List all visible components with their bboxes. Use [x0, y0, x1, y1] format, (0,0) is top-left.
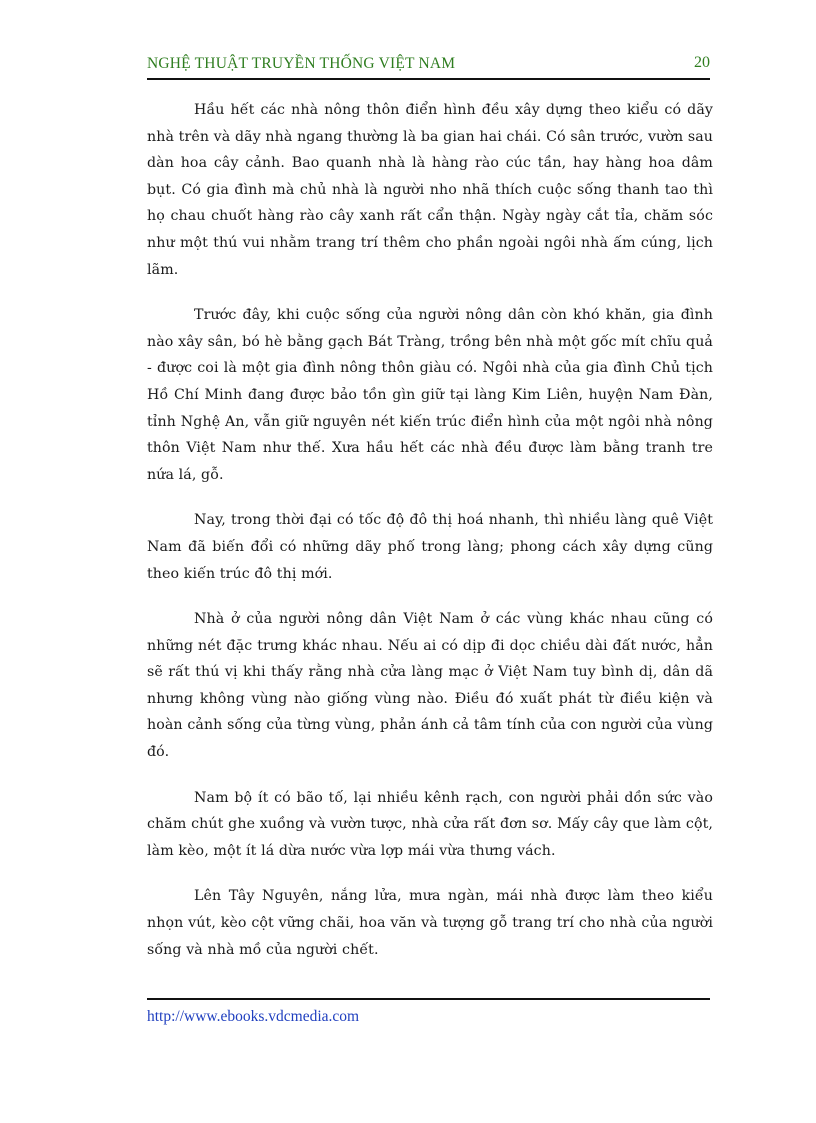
paragraph: Nay, trong thời đại có tốc độ đô thị hoá nhanh, thì nhiều làng quê Việt Nam đã biến đổi có những dãy phố trong làng; phong cách xây dựng cũng theo kiến trúc đô thị mới.: [147, 512, 713, 582]
running-title: NGHỆ THUẬT TRUYỀN THỐNG VIỆT NAM: [147, 55, 456, 72]
page-header: [147, 52, 710, 80]
body-text: [147, 97, 713, 982]
paragraph: Hầu hết các nhà nông thôn điển hình đều xây dựng theo kiểu có dãy nhà trên và dãy nhà ngang thường là ba gian hai chái. Có sân trước, vườn sau dàn hoa cây cảnh. Bao quanh nhà là hàng rào cúc tần, hay hàng hoa dâm bụt. Có gia đình mà chủ nhà là người nho nhã thích cuộc sống thanh tao thì họ chau chuốt hàng rào cây xanh rất cẩn thận. Ngày ngày cắt tỉa, chăm sóc như một thú vui nhằm trang trí thêm cho phần ngoài ngôi nhà ấm cúng, lịch lãm.: [147, 102, 713, 278]
footer-url-link[interactable]: http://www.ebooks.vdcmedia.com: [147, 1008, 360, 1025]
paragraph: Trước đây, khi cuộc sống của người nông dân còn khó khăn, gia đình nào xây sân, bó hè bằng gạch Bát Tràng, trồng bên nhà một gốc mít chĩu quả - được coi là một gia đình nông thôn giàu có. Ngôi nhà của gia đình Chủ tịch Hồ Chí Minh đang được bảo tồn gìn giữ tại làng Kim Liên, huyện Nam Đàn, tỉnh Nghệ An, vẫn giữ nguyên nét kiến trúc điển hình của một ngôi nhà nông thôn Việt Nam như thế. Xưa hầu hết các nhà đều được làm bằng tranh tre nứa lá, gỗ.: [147, 307, 713, 483]
paragraph: Nam bộ ít có bão tố, lại nhiều kênh rạch, con người phải dồn sức vào chăm chút ghe xuồng và vườn tược, nhà cửa rất đơn sơ. Mấy cây que làm cột, làm kèo, một ít lá dừa nước vừa lợp mái vừa thưng vách.: [147, 789, 713, 859]
page-number: 20: [694, 54, 710, 71]
paragraph: Lên Tây Nguyên, nắng lửa, mưa ngàn, mái nhà được làm theo kiểu nhọn vút, kèo cột vững chãi, hoa văn và tượng gỗ trang trí cho nhà của người sống và nhà mồ của người chết.: [147, 888, 713, 958]
footer-divider: [147, 998, 710, 1000]
paragraph: Nhà ở của người nông dân Việt Nam ở các vùng khác nhau cũng có những nét đặc trưng khác nhau. Nếu ai có dịp đi dọc chiều dài đất nước, hẳn sẽ rất thú vị khi thấy rằng nhà cửa làng mạc ở Việt Nam tuy bình dị, dân dã nhưng không vùng nào giống vùng nào. Điều đó xuất phát từ điều kiện và hoàn cảnh sống của từng vùng, phản ánh cả tâm tính của con người của vùng đó.: [147, 611, 713, 761]
